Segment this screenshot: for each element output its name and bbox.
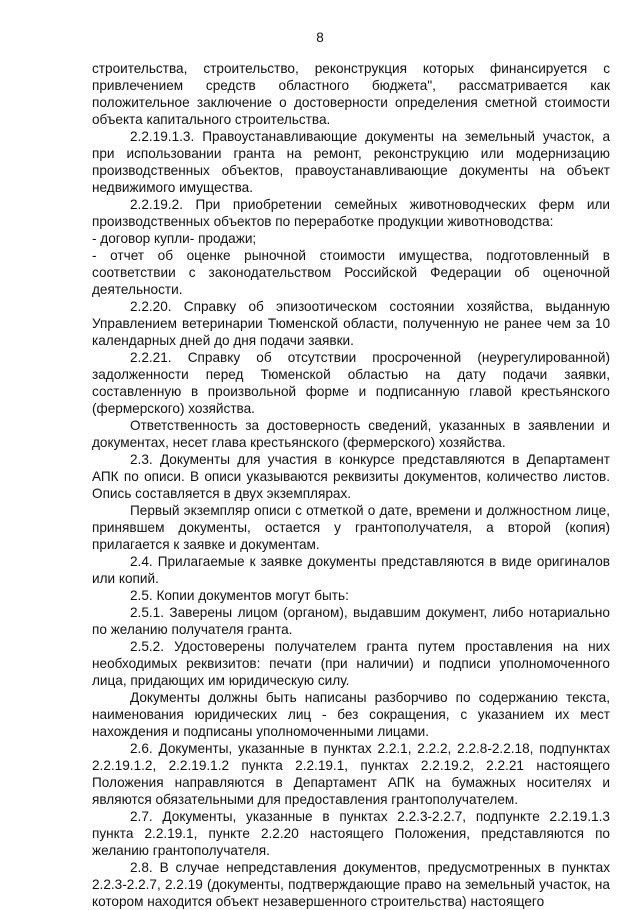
paragraph-10: 2.4. Прилагаемые к заявке документы представляются в виде оригиналов или копий.: [92, 554, 610, 586]
paragraph-4: - отчет об оценке рыночной стоимости имущества, подготовленный в соответствии с законодательством Российской Федерации об оценочной деятельности.: [92, 248, 610, 297]
paragraph-0: строительства, строительство, реконструкция которых финансируется с привлечением средств областного бюджета", рассматривается как положительное заключение о достоверности определения сметной стоимости объекта капитального строительства.: [92, 61, 610, 127]
paragraph-12: 2.5.1. Заверены лицом (органом), выдавшим документ, либо нотариально по желанию получателя гранта.: [92, 605, 610, 637]
paragraph-2: 2.2.19.2. При приобретении семейных животноводческих ферм или производственных объектов по переработке продукции животноводства:: [92, 197, 610, 229]
paragraph-15: 2.6. Документы, указанные в пунктах 2.2.1, 2.2.2, 2.2.8-2.2.18, подпунктах 2.2.19.1.2, 2.2.19.1.2 пункта 2.2.19.1, пунктах 2.2.19.2, 2.2.21 настоящего Положения направляются в Департамент АПК на бумажных носителях и являются обязательными для предоставления грантополучателем.: [92, 741, 610, 807]
paragraph-1: 2.2.19.1.3. Правоустанавливающие документы на земельный участок, а при использовании гранта на ремонт, реконструкцию или модернизацию производственных объектов, правоустанавливающие документы на объект недвижимого имущества.: [92, 129, 610, 195]
paragraph-13: 2.5.2. Удостоверены получателем гранта путем проставления на них необходимых реквизитов: печати (при наличии) и подписи уполномоченного лица, придающих им юридическую силу.: [92, 639, 610, 688]
paragraph-17: 2.8. В случае непредставления документов, предусмотренных в пунктах 2.2.3-2.2.7, 2.2.19 (документы, подтверждающие право на земельный участок, на котором находится объект незавершенного строительства) настоящего: [92, 860, 610, 909]
paragraph-14: Документы должны быть написаны разборчиво по содержанию текста, наименования юридических лиц - без сокращения, с указанием их мест нахождения и подписаны уполномоченными лицами.: [92, 690, 610, 739]
paragraph-11: 2.5. Копии документов могут быть:: [130, 588, 349, 603]
paragraph-8: 2.3. Документы для участия в конкурсе представляются в Департамент АПК по описи. В описи указываются реквизиты документов, количество листов. Опись составляется в двух экземплярах.: [92, 452, 610, 501]
paragraph-9: Первый экземпляр описи с отметкой о дате, времени и должностном лице, принявшем документы, остается у грантополучателя, а второй (копия) прилагается к заявке и документам.: [92, 503, 610, 552]
paragraph-5: 2.2.20. Справку об эпизоотическом состоянии хозяйства, выданную Управлением ветеринарии Тюменской области, полученную не ранее чем за 10 календарных дней до дня подачи заявки.: [92, 299, 610, 348]
paragraph-7: Ответственность за достоверность сведений, указанных в заявлении и документах, несет глава крестьянского (фермерского) хозяйства.: [92, 418, 610, 450]
paragraph-3: - договор купли- продажи;: [92, 231, 257, 246]
document-body: [92, 60, 610, 910]
paragraph-6: 2.2.21. Справку об отсутствии просроченной (неурегулированной) задолженности перед Тюменской областью на дату подачи заявки, составленную в произвольной форме и подписанную главой крестьянского (фермерского) хозяйства.: [92, 350, 610, 416]
paragraph-16: 2.7. Документы, указанные в пунктах 2.2.3-2.2.7, подпункте 2.2.19.1.3 пункта 2.2.19.1, пункте 2.2.20 настоящего Положения, представляются по желанию грантополучателя.: [92, 809, 610, 858]
page-number: 8: [316, 30, 324, 45]
